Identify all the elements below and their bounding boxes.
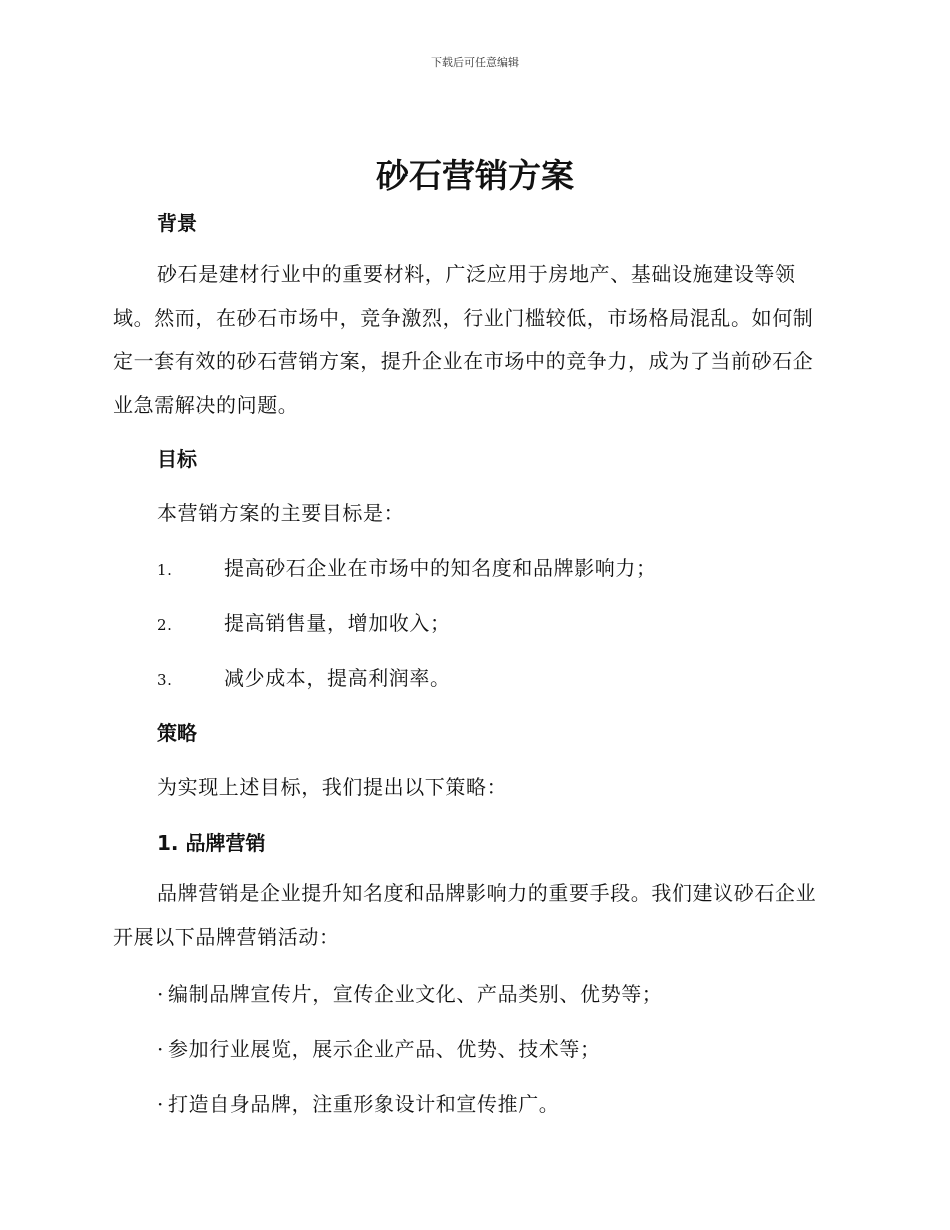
list-number: 1.	[157, 561, 173, 579]
list-number: 2.	[157, 616, 173, 634]
list-item	[157, 552, 657, 581]
bullet-item	[157, 978, 662, 1007]
bullet-text: 编制品牌宣传片，宣传企业文化、产品类别、优势等；	[168, 982, 663, 1006]
brand-paragraph: 品牌营销是企业提升知名度和品牌影响力的重要手段。我们建议砂石企业开展以下品牌营销活动：	[113, 881, 817, 949]
list-item	[157, 662, 451, 691]
header-note: 下载后可任意编辑	[431, 56, 519, 69]
bullet-item	[157, 1033, 601, 1062]
goals-intro: 本营销方案的主要目标是：	[157, 501, 405, 525]
list-number: 3.	[157, 671, 173, 689]
bullet-mark: ·	[157, 982, 164, 1006]
bullet-text: 打造自身品牌，注重形象设计和宣传推广。	[168, 1092, 560, 1116]
section-heading-background: 背景	[157, 211, 197, 235]
bullet-mark: ·	[157, 1037, 164, 1061]
bullet-text: 参加行业展览，展示企业产品、优势、技术等；	[168, 1037, 601, 1061]
bullet-item	[157, 1088, 559, 1117]
document-title: 砂石营销方案	[376, 156, 574, 195]
list-item	[157, 607, 451, 636]
section-heading-goals: 目标	[157, 447, 197, 471]
bullet-mark: ·	[157, 1092, 164, 1116]
strategy-intro: 为实现上述目标，我们提出以下策略：	[157, 775, 508, 799]
list-item-text: 提高销售量，增加收入；	[224, 611, 451, 635]
list-item-text: 减少成本，提高利润率。	[224, 666, 451, 690]
background-paragraph: 砂石是建材行业中的重要材料，广泛应用于房地产、基础设施建设等领域。然而，在砂石市场中，竞争激烈，行业门槛较低，市场格局混乱。如何制定一套有效的砂石营销方案，提升企业在市场中的竞争力，成为了当前砂石企业急需解决的问题。	[113, 262, 814, 417]
section-heading-strategy: 策略	[157, 721, 197, 745]
list-item-text: 提高砂石企业在市场中的知名度和品牌影响力；	[224, 556, 657, 580]
subsection-heading-brand: 1. 品牌营销	[157, 831, 266, 855]
